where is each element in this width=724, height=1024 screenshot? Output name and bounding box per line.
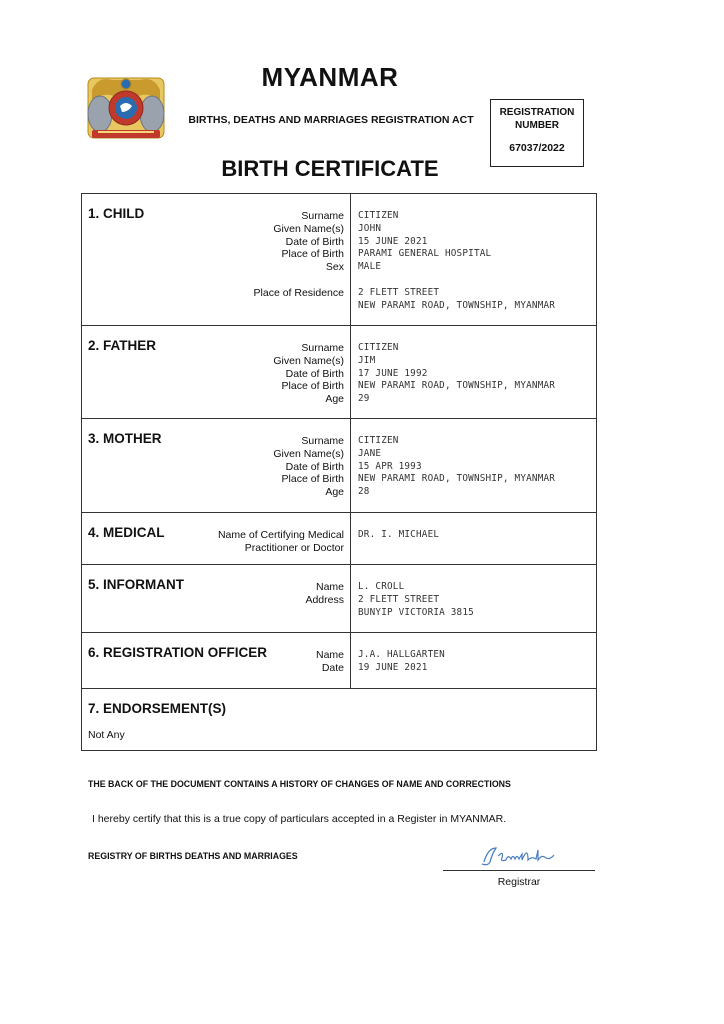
certificate-table — [81, 193, 597, 751]
section-registration-officer — [82, 632, 596, 688]
section-mother — [82, 418, 596, 512]
field-values: CITIZEN JANE 15 APR 1993 NEW PARAMI ROAD, TOWNSHIP, MYANMAR 28 — [358, 435, 556, 498]
section-heading: 7. ENDORSEMENT(S) — [88, 701, 227, 716]
column-divider — [350, 419, 351, 512]
section-heading: 4. MEDICAL — [88, 525, 165, 540]
signature-line — [443, 870, 595, 871]
section-child — [82, 194, 596, 325]
back-of-document-note: THE BACK OF THE DOCUMENT CONTAINS A HISTORY OF CHANGES OF NAME AND CORRECTIONS — [88, 779, 511, 789]
field-labels: Name Date — [315, 649, 344, 674]
section-heading: 6. REGISTRATION OFFICER — [88, 645, 268, 660]
column-divider — [350, 326, 351, 418]
section-heading: 5. INFORMANT — [88, 577, 184, 592]
registration-number-box — [490, 99, 584, 167]
section-medical — [82, 512, 596, 564]
registrar-label: Registrar — [497, 876, 541, 888]
state-seal-emblem — [78, 70, 174, 144]
registration-act: BIRTHS, DEATHS AND MARRIAGES REGISTRATION ACT — [188, 114, 474, 126]
section-informant — [82, 564, 596, 632]
field-values: CITIZEN JOHN 15 JUNE 2021 PARAMI GENERAL HOSPITAL MALE 2 FLETT STREET NEW PARAMI ROAD, TOWNSHIP, MYANMAR — [358, 210, 556, 311]
field-values: L. CROLL 2 FLETT STREET BUNYIP VICTORIA 3815 — [358, 581, 474, 618]
field-values: DR. I. MICHAEL — [358, 529, 440, 540]
field-values: CITIZEN JIM 17 JUNE 1992 NEW PARAMI ROAD, TOWNSHIP, MYANMAR 29 — [358, 342, 556, 405]
field-labels: Surname Given Name(s) Date of Birth Place of Birth Sex Place of Residence — [253, 210, 344, 299]
section-father — [82, 325, 596, 418]
certification-statement: I hereby certify that this is a true copy of particulars accepted in a Register in MYANMAR. — [92, 813, 507, 825]
field-values: J.A. HALLGARTEN 19 JUNE 2021 — [358, 649, 445, 673]
section-heading: 3. MOTHER — [88, 431, 162, 446]
certificate-title: BIRTH CERTIFICATE — [221, 156, 439, 181]
column-divider — [350, 513, 351, 564]
registry-name: REGISTRY OF BIRTHS DEATHS AND MARRIAGES — [88, 851, 298, 861]
registration-number-label: REGISTRATION NUMBER — [499, 107, 575, 131]
field-labels: Name of Certifying Medical Practitioner or Doctor — [217, 529, 344, 554]
section-endorsements — [82, 688, 596, 750]
column-divider — [350, 194, 351, 325]
section-heading: 1. CHILD — [88, 206, 145, 221]
section-heading: 2. FATHER — [88, 338, 157, 353]
column-divider — [350, 565, 351, 632]
field-labels: Surname Given Name(s) Date of Birth Place of Birth Age — [273, 435, 344, 499]
registrar-signature — [478, 842, 558, 868]
country-name: MYANMAR — [261, 62, 399, 92]
endorsement-value: Not Any — [88, 729, 125, 741]
field-labels: Surname Given Name(s) Date of Birth Place of Birth Age — [273, 342, 344, 406]
registration-number: 67037/2022 — [509, 142, 565, 154]
field-labels: Name Address — [305, 581, 344, 606]
column-divider — [350, 633, 351, 688]
